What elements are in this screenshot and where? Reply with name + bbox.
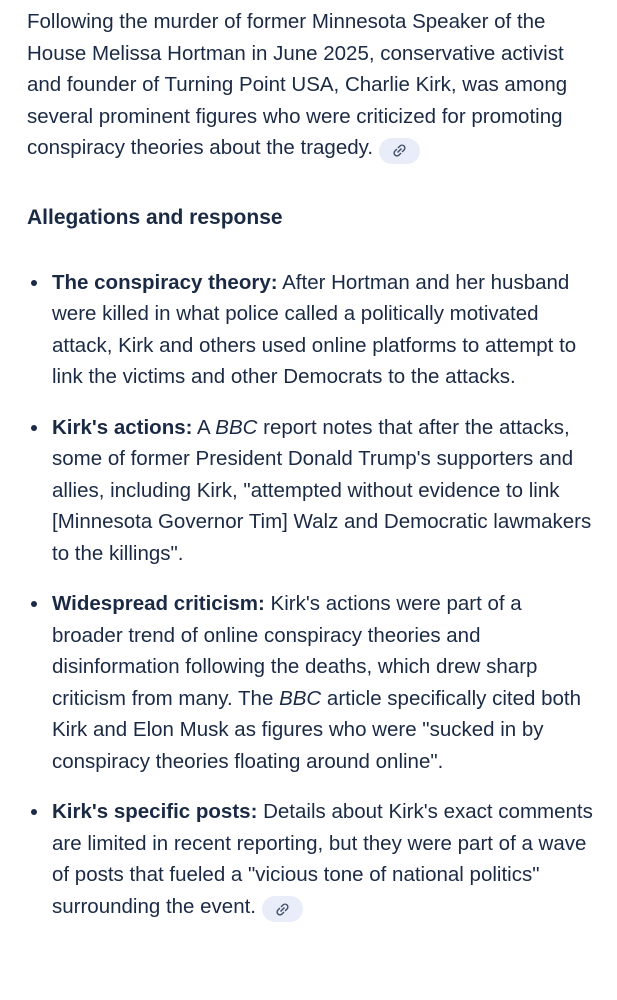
- list-item-conspiracy-theory: [27, 267, 597, 393]
- link-icon: [270, 897, 294, 921]
- list-item-kirks-specific-posts: [27, 796, 597, 922]
- intro-paragraph: [27, 6, 597, 164]
- bullet-text: Kirk's actions were part of a broader trend of online conspiracy theories and disinformation following the deaths, which drew sharp criticism from many. The: [52, 592, 538, 710]
- intro-text: Following the murder of former Minnesota Speaker of the House Melissa Hortman in June 2025, conservative activist and founder of Turning Point USA, Charlie Kirk, was among several prominent figures who were criticized for promoting conspiracy theories about the tragedy.: [27, 10, 568, 159]
- bullet-label: Widespread criticism:: [52, 592, 265, 615]
- source-link-button[interactable]: [262, 896, 303, 922]
- bullet-label: The conspiracy theory:: [52, 270, 278, 294]
- bullet-marker: [31, 280, 37, 286]
- bullet-text: article specifically cited both Kirk and Elon Musk as figures who were "sucked in by conspiracy theories floating around online".: [52, 686, 582, 773]
- list-item-kirks-actions: [27, 412, 597, 570]
- bullet-marker: [31, 809, 37, 815]
- link-icon: [388, 138, 412, 162]
- bullet-text: report notes that after the attacks, some of former President Donald Trump's supporters and allies, including Kirk, "attempted without evidence to link [Minnesota Governor Tim] Walz and Democratic lawmakers to the killings".: [52, 415, 592, 565]
- bullet-marker: [31, 601, 37, 607]
- source-link-button[interactable]: [379, 138, 420, 164]
- bullet-label: Kirk's actions:: [52, 415, 193, 439]
- bullet-text: A: [192, 415, 216, 439]
- bullet-text: Details about Kirk's exact comments are limited in recent reporting, but they were part of a wave of posts that fueled a "vicious tone of national politics" surrounding the event.: [52, 800, 593, 918]
- bbc-citation: BBC: [279, 686, 322, 710]
- bbc-citation: BBC: [215, 415, 258, 439]
- section-heading: Allegations and response: [27, 205, 283, 229]
- bullet-marker: [31, 425, 37, 431]
- bullet-label: Kirk's specific posts:: [52, 800, 258, 823]
- allegations-list: [27, 267, 597, 923]
- list-item-widespread-criticism: [27, 588, 597, 777]
- bullet-text: After Hortman and her husband were killed in what police called a politically motivated attack, Kirk and others used online platforms to attempt to link the victims and other Democrats to the attacks.: [52, 270, 577, 388]
